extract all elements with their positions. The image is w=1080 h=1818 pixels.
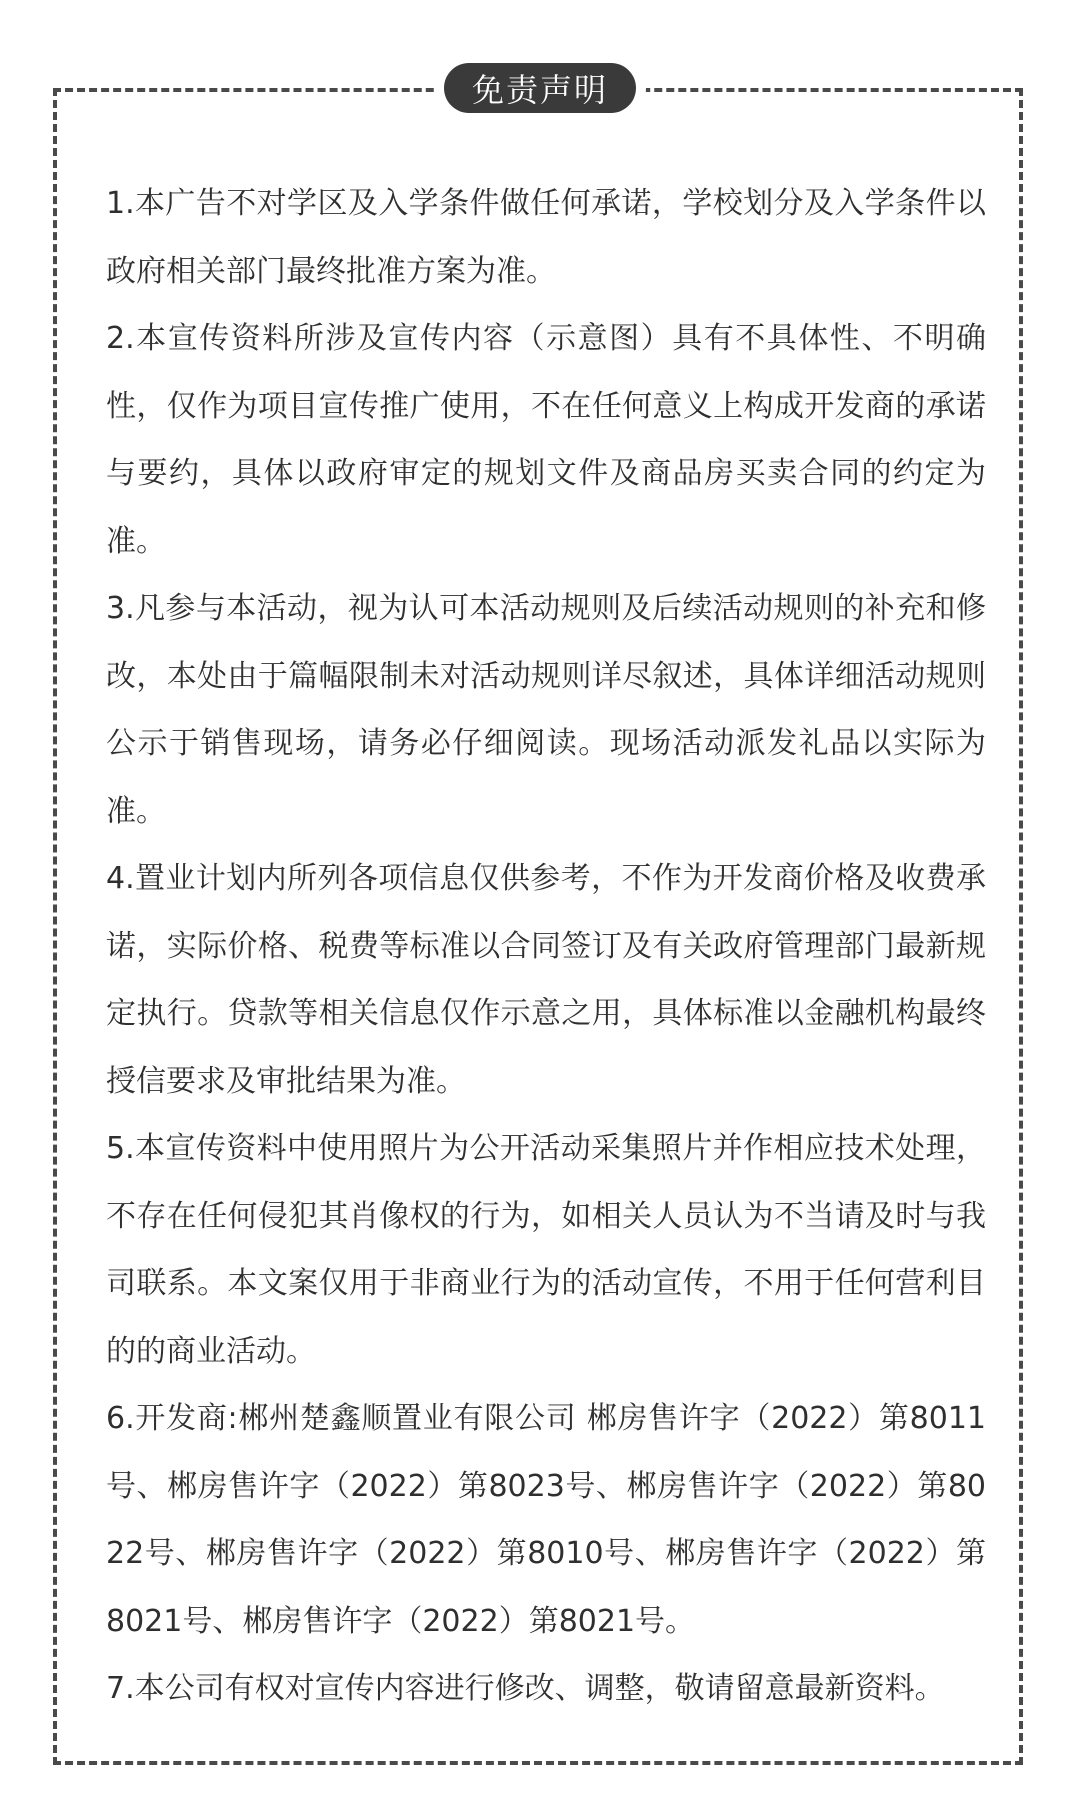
disclaimer-item-6: 6.开发商:郴州楚鑫顺置业有限公司 郴房售许字（2022）第8011号、郴房售许字（2022）第8023号、郴房售许字（2022）第8022号、郴房售许字（2022）第8010号、郴房售许字（2022）第8021号、郴房售许字（2022）第8021号。 [106,1401,986,1639]
disclaimer-content [106,170,986,1723]
disclaimer-item-1: 1.本广告不对学区及入学条件做任何承诺，学校划分及入学条件以政府相关部门最终批准方案为准。 [106,186,986,289]
disclaimer-item-4: 4.置业计划内所列各项信息仅供参考，不作为开发商价格及收费承诺，实际价格、税费等标准以合同签订及有关政府管理部门最新规定执行。贷款等相关信息仅作示意之用，具体标准以金融机构最终授信要求及审批结果为准。 [106,861,986,1099]
disclaimer-item-3: 3.凡参与本活动，视为认可本活动规则及后续活动规则的补充和修改，本处由于篇幅限制未对活动规则详尽叙述，具体详细活动规则公示于销售现场，请务必仔细阅读。现场活动派发礼品以实际为准。 [106,591,986,829]
disclaimer-title: 免责声明 [444,63,636,113]
disclaimer-item-7: 7.本公司有权对宣传内容进行修改、调整，敬请留意最新资料。 [106,1671,945,1706]
disclaimer-item-5: 5.本宣传资料中使用照片为公开活动采集照片并作相应技术处理，不存在任何侵犯其肖像权的行为，如相关人员认为不当请及时与我司联系。本文案仅用于非商业行为的活动宣传，不用于任何营利目的的商业活动。 [106,1131,986,1369]
disclaimer-item-2: 2.本宣传资料所涉及宣传内容（示意图）具有不具体性、不明确性，仅作为项目宣传推广使用，不在任何意义上构成开发商的承诺与要约，具体以政府审定的规划文件及商品房买卖合同的约定为准。 [106,321,986,559]
